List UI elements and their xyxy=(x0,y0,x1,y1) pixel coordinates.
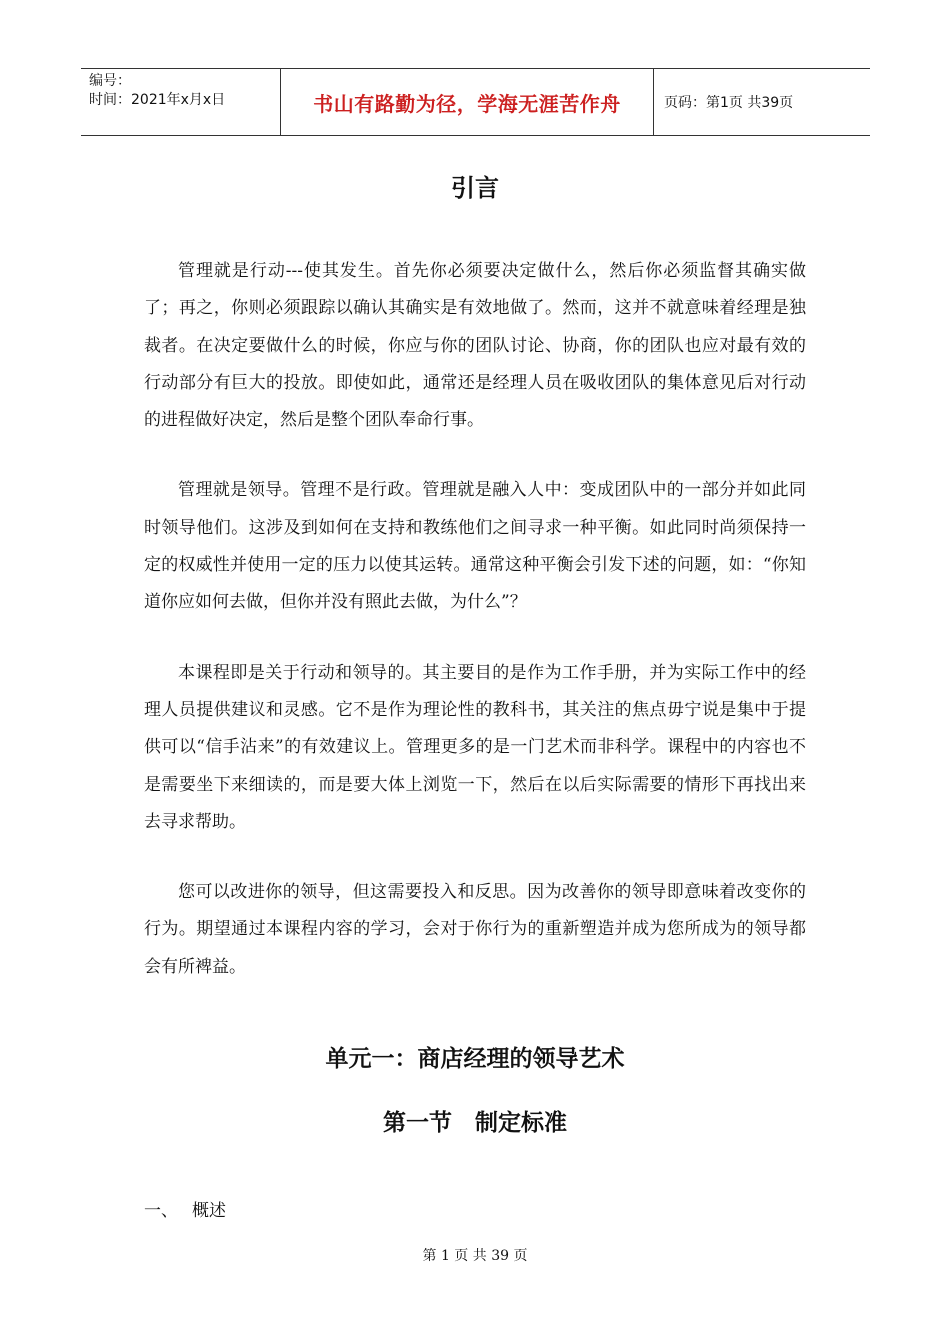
header-motto: 书山有路勤为径，学海无涯苦作舟 xyxy=(281,69,654,135)
overview-heading-text: 概述 xyxy=(192,1201,226,1221)
date-line: 时间：2021年x月x日 xyxy=(89,92,226,108)
intro-body xyxy=(144,253,806,1019)
intro-paragraph: 管理就是行动---使其发生。首先你必须要决定做什么，然后你必须监督其确实做了；再之，你则必须跟踪以确认其确实是有效地做了。然而，这并不就意味着经理是独裁者。在决定要做什么的时候，你应与你的团队讨论、协商，你的团队也应对最有效的行动部分有巨大的投放。即使如此，通常还是经理人员在吸收团队的集体意见后对行动的进程做好决定，然后是整个团队奉命行事。 xyxy=(144,261,806,431)
intro-paragraph: 您可以改进你的领导，但这需要投入和反思。因为改善你的领导即意味着改变你的行为。期望通过本课程内容的学习，会对于你行为的重新塑造并成为您所成为的领导都会有所裨益。 xyxy=(144,882,806,977)
section-title: 第一节 制定标准 xyxy=(383,1109,567,1136)
header-page-info: 页码：第1页 共39页 xyxy=(664,95,794,111)
document-header xyxy=(81,68,870,136)
overview-heading xyxy=(144,1196,226,1221)
overview-heading-number: 一、 xyxy=(144,1201,178,1221)
intro-paragraph: 管理就是领导。管理不是行政。管理就是融入人中：变成团队中的一部分并如此同时领导他们。这涉及到如何在支持和教练他们之间寻求一种平衡。如此同时尚须保持一定的权威性并使用一定的压力以使其运转。通常这种平衡会引发下述的问题，如：“你知道你应如何去做，但你并没有照此去做，为什么”？ xyxy=(144,480,806,613)
intro-paragraph: 本课程即是关于行动和领导的。其主要目的是作为工作手册，并为实际工作中的经理人员提供建议和灵感。它不是作为理论性的教科书，其关注的焦点毋宁说是集中于提供可以“信手沾来”的有效建议上。管理更多的是一门艺术而非科学。课程中的内容也不是需要坐下来细读的，而是要大体上浏览一下，然后在以后实际需要的情形下再找出来去寻求帮助。 xyxy=(144,662,806,832)
page-footer: 第 1 页 共 39 页 xyxy=(422,1248,528,1264)
unit-title: 单元一：商店经理的领导艺术 xyxy=(325,1045,625,1072)
serial-number-label: 编号： xyxy=(89,73,131,89)
header-meta-cell xyxy=(81,69,281,135)
intro-title: 引言 xyxy=(451,173,499,202)
